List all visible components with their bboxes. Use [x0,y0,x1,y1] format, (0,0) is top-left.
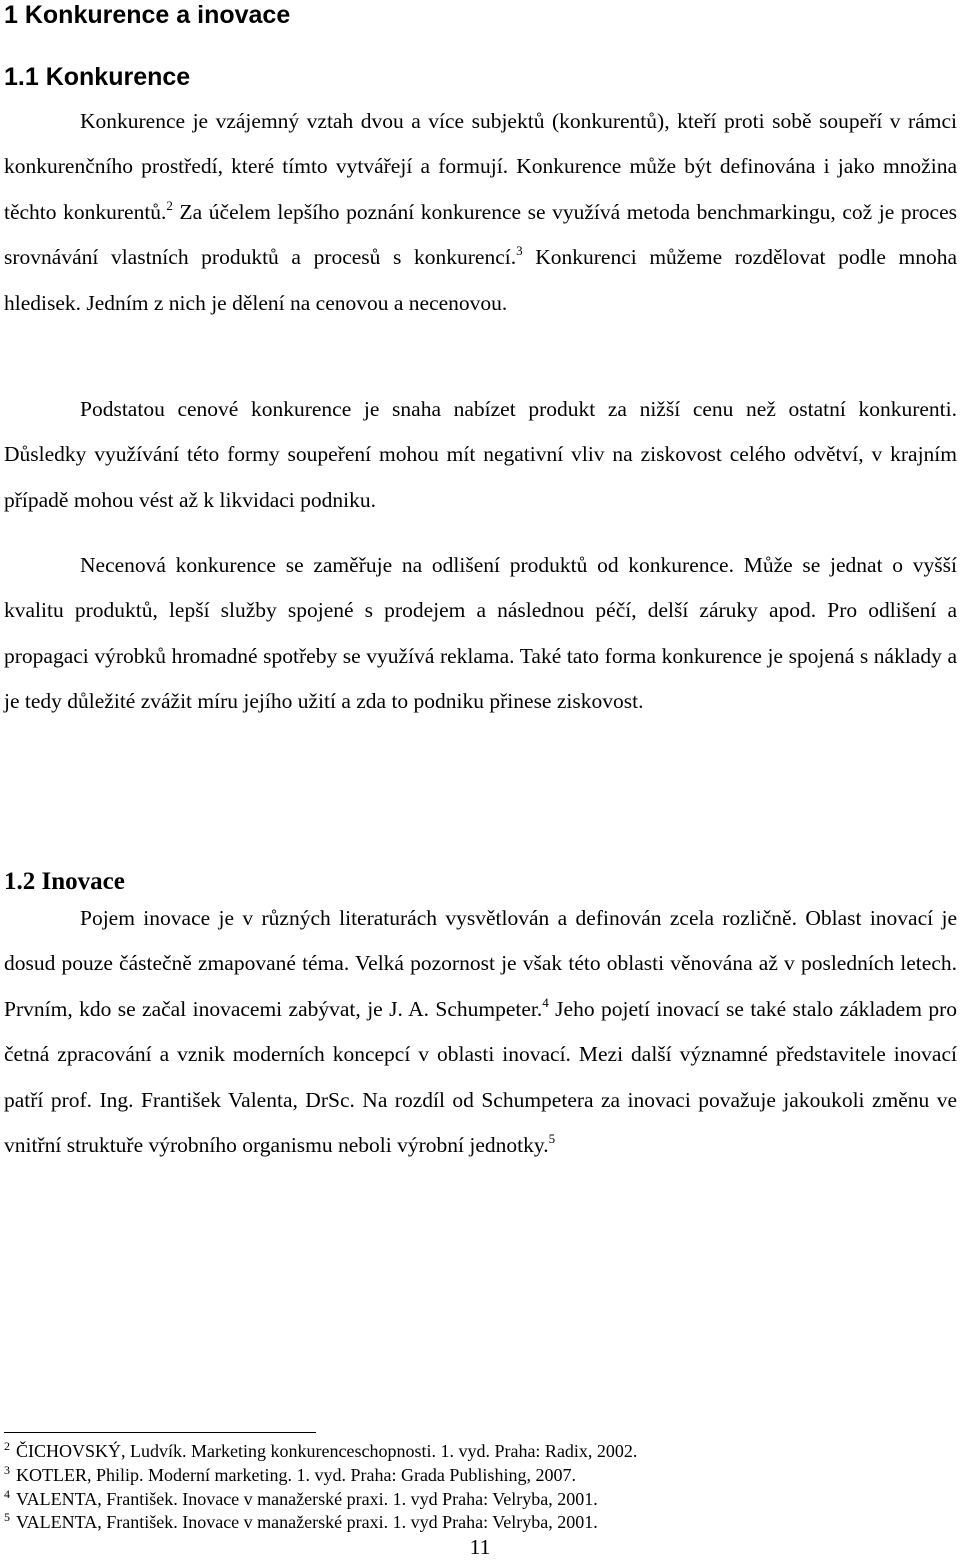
footnote-item [4,1464,637,1488]
footnote-number: 3 [4,1462,10,1477]
footnote-number: 4 [4,1486,10,1501]
footnote-ref: 2 [166,197,173,213]
footnote-number: 5 [4,1510,10,1525]
section-title-inovace: 1.2 Inovace [4,868,125,895]
paragraph-text: Konkurenci můžeme rozdělovat podle mnoha hledisek. Jedním z nich je dělení na cenovou a necenovou. [4,245,957,315]
footnote-text: VALENTA, František. Inovace v manažerské praxi. 1. vyd Praha: Velryba, 2001. [16,1488,598,1509]
footnote-text: VALENTA, František. Inovace v manažerské praxi. 1. vyd Praha: Velryba, 2001. [16,1512,598,1533]
paragraph-cenova-konkurence: Podstatou cenové konkurence je snaha nabízet produkt za nižší cenu než ostatní konkurenti. Důsledky využívání této formy soupeření mohou mít negativní vliv na ziskovost celého odvětví, v krajním případě mohou vést až k likvidaci podniku. [4,397,957,512]
paragraph-konkurence-definition [4,99,957,326]
footnote-ref: 3 [516,243,523,259]
paragraph-necenova-konkurence: Necenová konkurence se zaměřuje na odlišení produktů od konkurence. Může se jednat o vyšší kvalitu produktů, lepší služby spojené s prodejem a následnou péčí, delší záruky apod. Pro odlišení a propagaci výrobků hromadné spotřeby se využívá reklama. Také tato forma konkurence je spojená s náklady a je tedy důležité zvážit míru jejího užití a zda to podniku přinese ziskovost. [4,553,957,714]
paragraph-inovace [4,896,957,1168]
footnote-item [4,1440,637,1464]
chapter-title: 1 Konkurence a inovace [4,1,291,29]
footnote-divider [4,1432,316,1433]
footnote-ref: 5 [548,1131,556,1147]
page-number: 11 [469,1535,491,1559]
footnote-number: 2 [4,1439,10,1453]
footnote-item [4,1488,637,1512]
section-title-konkurence: 1.1 Konkurence [4,63,191,91]
footnote-text: KOTLER, Philip. Moderní marketing. 1. vyd. Praha: Grada Publishing, 2007. [16,1464,576,1485]
footnote-item [4,1511,637,1535]
footnote-text: ČICHOVSKÝ, Ludvík. Marketing konkurenceschopnosti. 1. vyd. Praha: Radix, 2002. [16,1441,638,1461]
paragraph-text: Jeho pojetí inovací se také stalo základem pro četná zpracování a vznik moderních koncepcí v oblasti inovací. Mezi další významné představitele inovací patří prof. Ing. František Valenta, DrSc. Na rozdíl od Schumpetera za inovaci považuje jakoukoli změnu ve vnitřní struktuře výrobního organismu neboli výrobní jednotky. [4,996,958,1158]
paragraph-text: Konkurence je vzájemný vztah dvou a více subjektů (konkurentů), kteří proti sobě soupeří v rámci konkurenčního prostředí, které tímto vytvářejí a formují. Konkurence může být definována i jako množina těchto konkurentů. [4,109,957,224]
paragraph-text: Pojem inovace je v různých literaturách vysvětlován a definován zcela rozličně. Oblast inovací je dosud pouze částečně zmapované téma. Velká pozornost je však této oblasti věnována až v posledních letech. Prvním, kdo se začal inovacemi zabývat, je J. A. Schumpeter. [4,906,957,1021]
footnote-ref: 4 [542,994,549,1010]
paragraph-text: Za účelem lepšího poznání konkurence se využívá metoda benchmarkingu, což je proces srovnávání vlastních produktů a procesů s konkurencí. [4,199,957,270]
footnotes-list [4,1440,637,1535]
